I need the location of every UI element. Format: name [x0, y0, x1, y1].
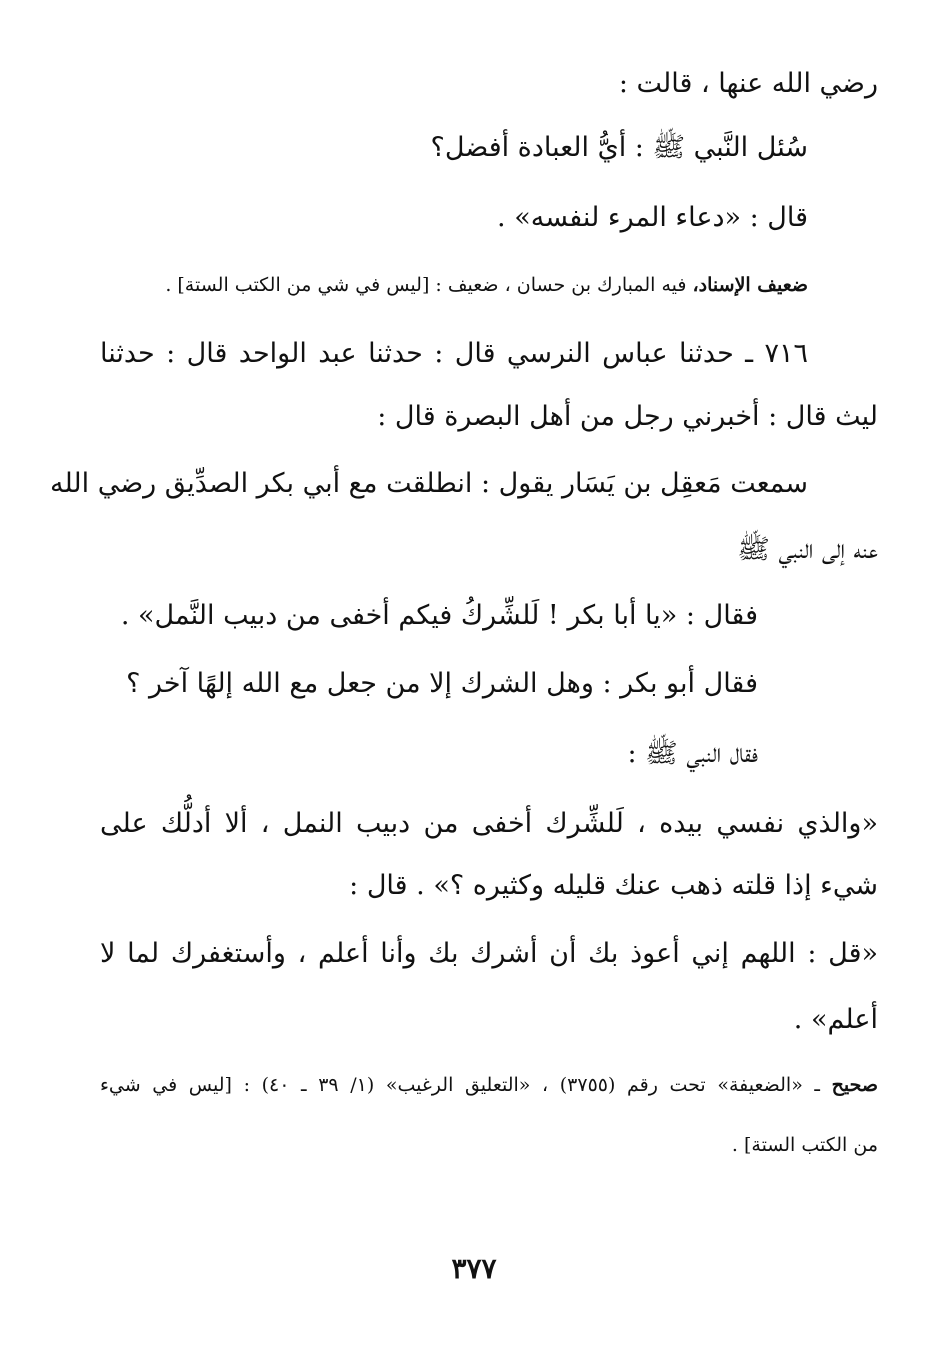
grading-note-1-text: فيه المبارك بن حسان ، ضعيف : [ليس في شي من الكتب الستة] .	[165, 274, 693, 296]
page-number: ٣٧٧	[451, 1252, 497, 1285]
grading-note-2-text: ـ «الضعيفة» تحت رقم (٣٧٥٥) ، «التعليق الرغيب» (١/ ٣٩ ـ ٤٠) : [ليس في شيء	[100, 1074, 832, 1096]
grade-label-sahih: صحيح	[831, 1074, 878, 1096]
hadith-716-saying-line-2: شيء إذا قلته ذهب عنك قليله وكثيره ؟» . قال :	[349, 870, 878, 901]
hadith-answer-line: قال : «دعاء المرء لنفسه» .	[497, 202, 808, 233]
grading-note-1	[100, 270, 808, 300]
hadith-716-prophet-saying: فقال : «يا أبا بكر ! لَلشِّركُ فيكم أخفى من دبيب النَّمل» .	[120, 600, 758, 631]
hadith-716-isnad-line-1: ٧١٦ ـ حدثنا عباس النرسي قال : حدثنا عبد الواحد قال : حدثنا	[100, 338, 808, 369]
grading-note-2	[100, 1070, 878, 1100]
grade-label-weak: ضعيف الإسناد،	[692, 274, 808, 296]
hadith-716-saying-line-1: «والذي نفسي بيده ، لَلشِّرك أخفى من دبيب النمل ، ألا أدلُّك على	[100, 808, 878, 839]
hadith-716-dua-line-2: أعلم» .	[793, 1004, 878, 1035]
text-line-1: رضي الله عنها ، قالت :	[618, 68, 878, 99]
hadith-716-dua-line-1: «قل : اللهم إني أعوذ بك أن أشرك بك وأنا أعلم ، وأستغفرك لما لا	[100, 938, 878, 969]
hadith-716-prophet-said: فقال النبي ﷺ :	[627, 738, 758, 769]
hadith-716-narration-line-1: سمعت مَعقِل بن يَسَار يقول : انطلقت مع أبي بكر الصدِّيق رضي الله	[49, 468, 808, 499]
hadith-716-abubakr-reply: فقال أبو بكر : وهل الشرك إلا من جعل مع الله إلهًا آخر ؟	[126, 668, 758, 699]
hadith-716-isnad-line-2: ليث قال : أخبرني رجل من أهل البصرة قال :	[377, 401, 878, 432]
hadith-716-narration-line-2: عنه إلى النبي ﷺ	[737, 534, 878, 565]
hadith-question-line: سُئل النَّبي ﷺ : أيُّ العبادة أفضل؟	[430, 132, 808, 163]
grading-note-2-continued: من الكتب الستة] .	[731, 1134, 878, 1156]
